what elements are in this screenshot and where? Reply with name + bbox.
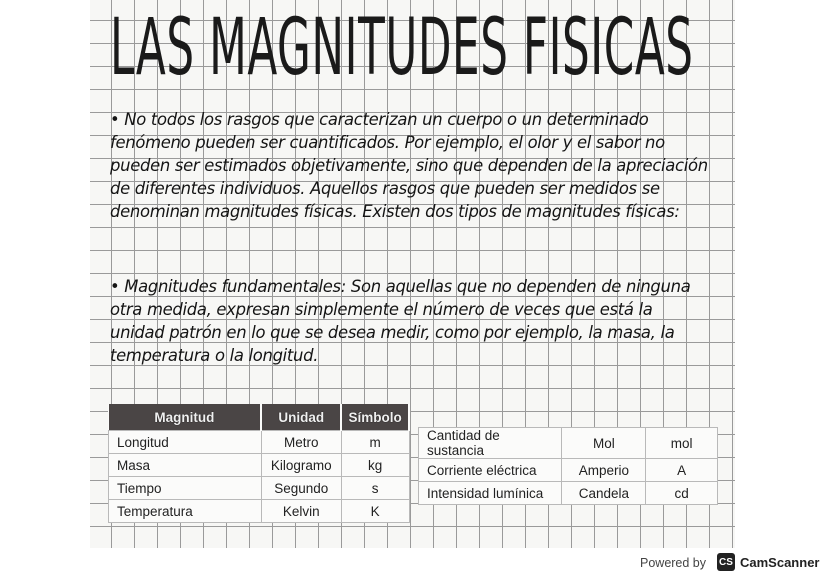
cell-simbolo: mol xyxy=(646,428,718,459)
cell-unidad: Kelvin xyxy=(261,500,341,523)
cell-unidad: Segundo xyxy=(261,477,341,500)
camscanner-name: CamScanner xyxy=(740,555,820,570)
page-title: LAS MAGNITUDES FISICAS xyxy=(110,3,694,93)
table-row xyxy=(419,482,718,505)
cell-magnitud: Corriente eléctrica xyxy=(419,459,562,482)
table-row xyxy=(419,428,718,459)
cell-simbolo: m xyxy=(341,431,409,454)
intro-paragraph: • No todos los rasgos que caracterizan un cuerpo o un determinado fenómeno pueden ser cuantificados. Por ejemplo, el olor y el sabor no pueden ser estimados objetivamente, sino que dependen de la apreciación de diferentes individuos. Aquellos rasgos que pueden ser medidos se denominan magnitudes físicas. Existen dos tipos de magnitudes físicas: xyxy=(110,110,708,221)
cell-unidad: Amperio xyxy=(562,459,646,482)
cell-magnitud: Longitud xyxy=(109,431,262,454)
cell-simbolo: cd xyxy=(646,482,718,505)
cell-unidad: Mol xyxy=(562,428,646,459)
cell-magnitud: Temperatura xyxy=(109,500,262,523)
table-row xyxy=(109,431,410,454)
header-unidad: Unidad xyxy=(261,404,341,431)
table-header-row xyxy=(109,404,410,431)
cell-unidad: Candela xyxy=(562,482,646,505)
table-row xyxy=(109,477,410,500)
cell-magnitud: Intensidad lumínica xyxy=(419,482,562,505)
cell-magnitud: Cantidad de sustancia xyxy=(419,428,562,459)
cell-simbolo: kg xyxy=(341,454,409,477)
cell-simbolo: K xyxy=(341,500,409,523)
cell-simbolo: s xyxy=(341,477,409,500)
units-table-left xyxy=(108,404,410,523)
cell-unidad: Metro xyxy=(261,431,341,454)
table-row xyxy=(419,459,718,482)
header-simbolo: Símbolo xyxy=(341,404,409,431)
header-magnitud: Magnitud xyxy=(109,404,262,431)
cell-simbolo: A xyxy=(646,459,718,482)
cell-unidad: Kilogramo xyxy=(261,454,341,477)
table-row xyxy=(109,500,410,523)
units-table-right xyxy=(418,427,718,505)
fundamentales-paragraph: • Magnitudes fundamentales: Son aquellas que no dependen de ninguna otra medida, expresan simplemente el número de veces que está la unidad patrón en lo que se desea medir, como por ejemplo, la masa, la temperatura o la longitud. xyxy=(110,277,691,365)
cell-magnitud: Tiempo xyxy=(109,477,262,500)
table-row xyxy=(109,454,410,477)
cell-magnitud: Masa xyxy=(109,454,262,477)
powered-by-label: Powered by xyxy=(640,556,707,570)
camscanner-logo-icon: CS xyxy=(717,553,735,571)
